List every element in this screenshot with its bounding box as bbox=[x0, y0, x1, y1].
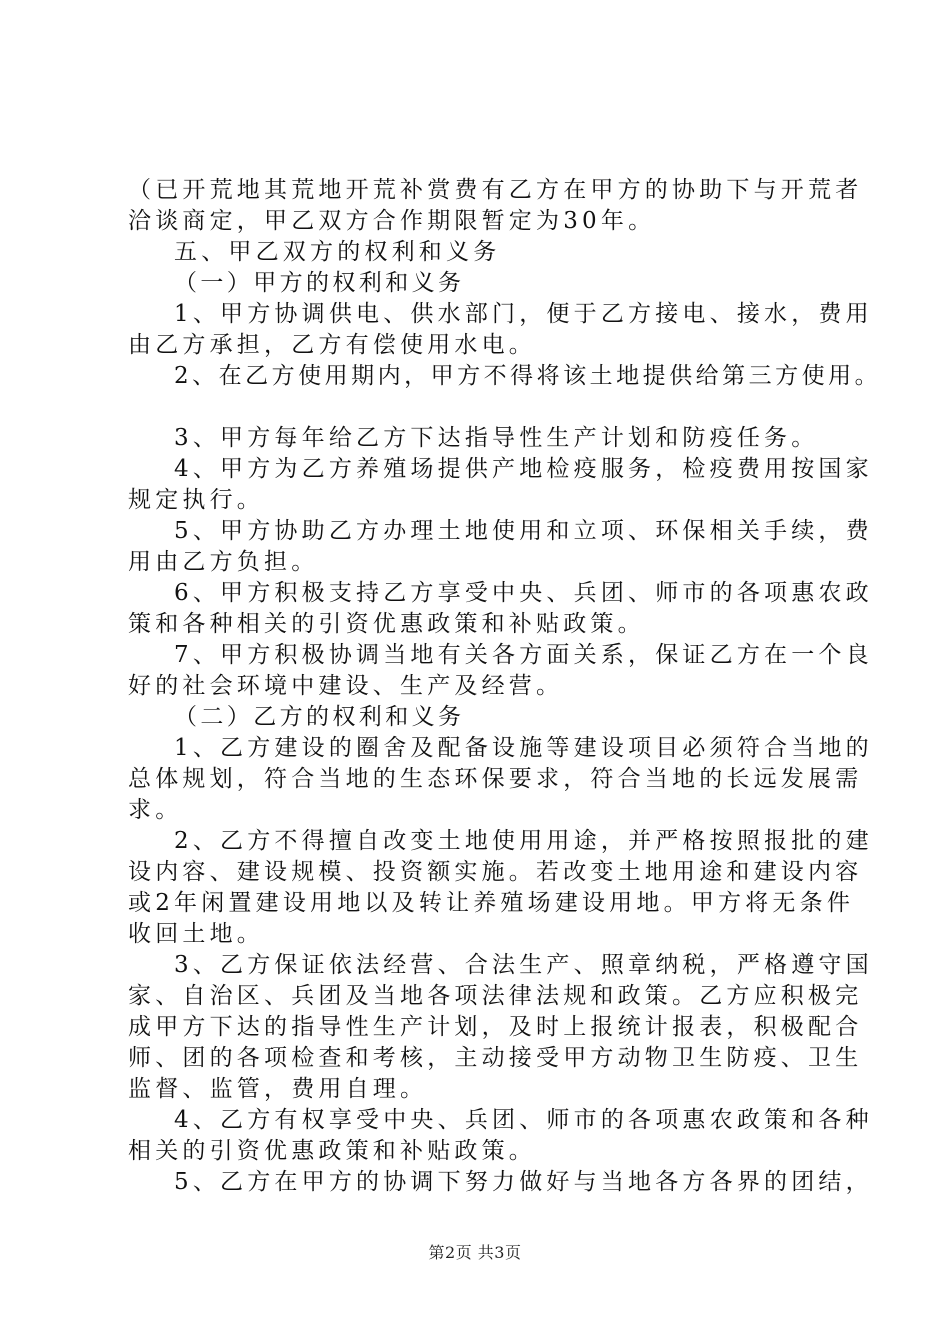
paragraph-line: 2、在乙方使用期内，甲方不得将该土地提供给第三方使用。 bbox=[174, 363, 882, 389]
paragraph-line: 师、团的各项检查和考核，主动接受甲方动物卫生防疫、卫生 bbox=[128, 1045, 863, 1071]
paragraph-line: 1、甲方协调供电、供水部门，便于乙方接电、接水，费用 bbox=[174, 301, 873, 327]
section-heading: 五、甲乙双方的权利和义务 bbox=[174, 239, 501, 265]
paragraph-line: 相关的引资优惠政策和补贴政策。 bbox=[128, 1138, 536, 1164]
paragraph-line: 5、乙方在甲方的协调下努力做好与当地各方各界的团结， bbox=[174, 1169, 873, 1195]
paragraph-line: 设内容、建设规模、投资额实施。若改变土地用途和建设内容 bbox=[128, 859, 863, 885]
paragraph-line: 监督、监管，费用自理。 bbox=[128, 1076, 428, 1102]
subsection-heading: （一）甲方的权利和义务 bbox=[174, 270, 465, 296]
paragraph-line: 总体规划，符合当地的生态环保要求，符合当地的长远发展需 bbox=[128, 766, 863, 792]
subsection-heading: （二）乙方的权利和义务 bbox=[174, 704, 465, 730]
paragraph-line: 4、乙方有权享受中央、兵团、师市的各项惠农政策和各种 bbox=[174, 1107, 873, 1133]
paragraph-line: 6、甲方积极支持乙方享受中央、兵团、师市的各项惠农政 bbox=[174, 580, 873, 606]
paragraph-line: 2、乙方不得擅自改变土地使用用途，并严格按照报批的建 bbox=[174, 828, 873, 854]
paragraph-line: 7、甲方积极协调当地有关各方面关系，保证乙方在一个良 bbox=[174, 642, 873, 668]
paragraph-line: 1、乙方建设的圈舍及配备设施等建设项目必须符合当地的 bbox=[174, 735, 873, 761]
paragraph-line: 成甲方下达的指导性生产计划，及时上报统计报表，积极配合 bbox=[128, 1014, 863, 1040]
paragraph-line: 好的社会环境中建设、生产及经营。 bbox=[128, 673, 564, 699]
document-body bbox=[128, 175, 882, 1198]
paragraph-line: 3、甲方每年给乙方下达指导性生产计划和防疫任务。 bbox=[174, 425, 819, 451]
paragraph-line: 由乙方承担，乙方有偿使用水电。 bbox=[128, 332, 536, 358]
paragraph-line: 策和各种相关的引资优惠政策和补贴政策。 bbox=[128, 611, 645, 637]
paragraph-line: 规定执行。 bbox=[128, 487, 264, 513]
page-number-footer: 第2页 共3页 bbox=[428, 1243, 522, 1262]
paragraph-line: （已开荒地其荒地开荒补赏费有乙方在甲方的协助下与开荒者 bbox=[128, 177, 863, 203]
paragraph-line: 求。 bbox=[128, 797, 183, 823]
paragraph-line: 4、甲方为乙方养殖场提供产地检疫服务，检疫费用按国家 bbox=[174, 456, 873, 482]
paragraph-line: 5、甲方协助乙方办理土地使用和立项、环保相关手续，费 bbox=[174, 518, 873, 544]
paragraph-line: 家、自治区、兵团及当地各项法律法规和政策。乙方应积极完 bbox=[128, 983, 863, 1009]
blank-line bbox=[128, 392, 848, 423]
paragraph-line: 或2年闲置建设用地以及转让养殖场建设用地。甲方将无条件 bbox=[128, 890, 855, 916]
paragraph-line: 用由乙方负担。 bbox=[128, 549, 319, 575]
paragraph-line: 洽谈商定，甲乙双方合作期限暂定为30年。 bbox=[128, 208, 656, 234]
paragraph-line: 3、乙方保证依法经营、合法生产、照章纳税，严格遵守国 bbox=[174, 952, 873, 978]
paragraph-line: 收回土地。 bbox=[128, 921, 264, 947]
